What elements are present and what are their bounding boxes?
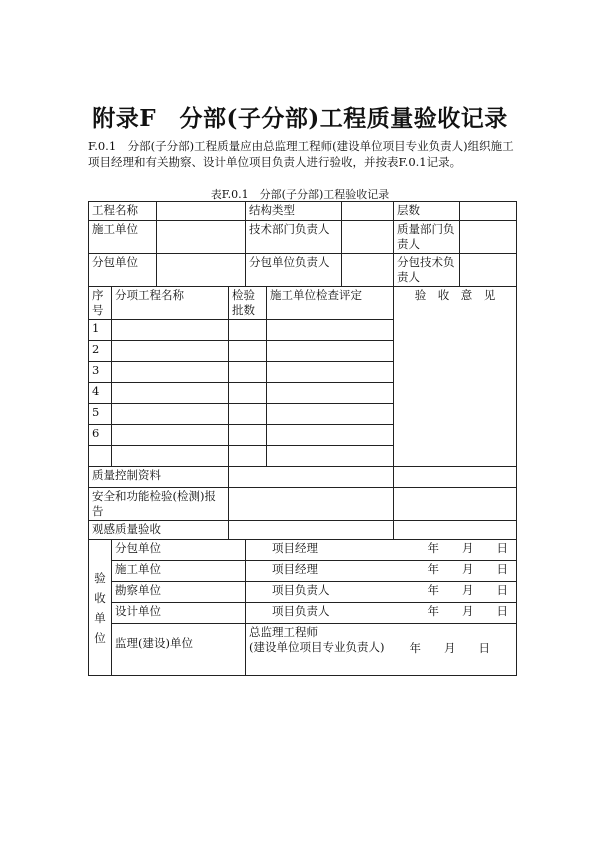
structure-type-value[interactable] bbox=[342, 202, 394, 221]
row-seq: 1 bbox=[89, 320, 112, 341]
subcontract-tech-head-value[interactable] bbox=[460, 254, 517, 287]
signature-date: 年 月 日 bbox=[427, 541, 509, 555]
acceptance-unit-row bbox=[89, 603, 517, 624]
row-self-check[interactable] bbox=[267, 404, 394, 425]
tech-dept-head-label: 技术部门负责人 bbox=[246, 221, 342, 254]
row-batch-count[interactable] bbox=[229, 362, 267, 383]
table-caption: 表F.0.1 分部(子分部)工程验收记录 bbox=[210, 188, 390, 201]
header-row-2 bbox=[89, 221, 517, 254]
intro-paragraph: F.0.1 分部(子分部)工程质量应由总监理工程师(建设单位项目专业负责人)组织施工项目经理和有关勘察、设计单位项目负责人进行验收，并按表F.0.1记录。 bbox=[88, 139, 514, 169]
row-self-check[interactable] bbox=[267, 341, 394, 362]
col-batch-count: 检验批数 bbox=[229, 287, 267, 320]
construction-unit-label: 施工单位 bbox=[89, 221, 157, 254]
row-self-check[interactable] bbox=[267, 446, 394, 467]
signature-date: 年 月 日 bbox=[427, 583, 509, 597]
project-name-label: 工程名称 bbox=[89, 202, 157, 221]
appearance-row bbox=[89, 521, 517, 540]
row-item-name[interactable] bbox=[112, 341, 229, 362]
row-item-name[interactable] bbox=[112, 383, 229, 404]
supervisor-date: 年 月 日 bbox=[409, 641, 491, 655]
signature-role: 项目负责人 bbox=[272, 604, 330, 618]
row-item-name[interactable] bbox=[112, 320, 229, 341]
appearance-label: 观感质量验收 bbox=[89, 521, 229, 540]
signature-role: 项目经理 bbox=[272, 562, 319, 576]
header-row-3 bbox=[89, 254, 517, 287]
acceptance-unit-row bbox=[89, 582, 517, 603]
structure-type-label: 结构类型 bbox=[246, 202, 342, 221]
project-name-value[interactable] bbox=[157, 202, 246, 221]
quality-docs-opinion[interactable] bbox=[394, 467, 517, 488]
row-seq: 6 bbox=[89, 425, 112, 446]
floors-label: 层数 bbox=[394, 202, 460, 221]
acceptance-group-label bbox=[89, 540, 112, 676]
quality-docs-label: 质量控制资料 bbox=[89, 467, 229, 488]
construction-unit-value[interactable] bbox=[157, 221, 246, 254]
subcontract-tech-head-label: 分包技术负责人 bbox=[394, 254, 460, 287]
acceptance-group-text: 验 收 单 位 bbox=[94, 570, 106, 645]
row-batch-count[interactable] bbox=[229, 404, 267, 425]
row-seq: 4 bbox=[89, 383, 112, 404]
row-item-name[interactable] bbox=[112, 362, 229, 383]
row-batch-count[interactable] bbox=[229, 425, 267, 446]
signature-date: 年 月 日 bbox=[427, 604, 509, 618]
signature-date: 年 月 日 bbox=[427, 562, 509, 576]
appearance-value[interactable] bbox=[229, 521, 394, 540]
floors-value[interactable] bbox=[460, 202, 517, 221]
row-self-check[interactable] bbox=[267, 383, 394, 404]
acceptance-signature[interactable] bbox=[246, 582, 517, 603]
page-title: 附录F 分部(子分部)工程质量验收记录 bbox=[92, 105, 508, 132]
quality-docs-row bbox=[89, 467, 517, 488]
row-item-name[interactable] bbox=[112, 446, 229, 467]
subcontract-unit-label: 分包单位 bbox=[89, 254, 157, 287]
row-self-check[interactable] bbox=[267, 362, 394, 383]
col-item-name: 分项工程名称 bbox=[112, 287, 229, 320]
safety-report-opinion[interactable] bbox=[394, 488, 517, 521]
subcontract-unit-head-label: 分包单位负责人 bbox=[246, 254, 342, 287]
safety-report-value[interactable] bbox=[229, 488, 394, 521]
signature-role: 项目经理 bbox=[272, 541, 319, 555]
column-header-row bbox=[89, 287, 517, 320]
acceptance-record-table bbox=[88, 201, 517, 676]
row-batch-count[interactable] bbox=[229, 320, 267, 341]
acceptance-unit-name: 设计单位 bbox=[112, 603, 246, 624]
safety-report-label: 安全和功能检验(检测)报告 bbox=[89, 488, 229, 521]
subcontract-unit-head-value[interactable] bbox=[342, 254, 394, 287]
acceptance-unit-row bbox=[89, 540, 517, 561]
header-row-1 bbox=[89, 202, 517, 221]
acceptance-signature[interactable] bbox=[246, 540, 517, 561]
acceptance-unit-row bbox=[89, 561, 517, 582]
row-batch-count[interactable] bbox=[229, 446, 267, 467]
col-seq: 序号 bbox=[89, 287, 112, 320]
acceptance-unit-name: 勘察单位 bbox=[112, 582, 246, 603]
signature-role: 项目负责人 bbox=[272, 583, 330, 597]
row-batch-count[interactable] bbox=[229, 383, 267, 404]
row-batch-count[interactable] bbox=[229, 341, 267, 362]
row-self-check[interactable] bbox=[267, 320, 394, 341]
quality-docs-value[interactable] bbox=[229, 467, 394, 488]
safety-report-row bbox=[89, 488, 517, 521]
tech-dept-head-value[interactable] bbox=[342, 221, 394, 254]
row-seq: 5 bbox=[89, 404, 112, 425]
row-seq: 3 bbox=[89, 362, 112, 383]
supervisor-role-line1: 总监理工程师 bbox=[249, 625, 319, 639]
col-opinion[interactable]: 验 收 意 见 bbox=[394, 287, 517, 467]
row-self-check[interactable] bbox=[267, 425, 394, 446]
supervisor-signature[interactable] bbox=[246, 624, 517, 676]
subcontract-unit-value[interactable] bbox=[157, 254, 246, 287]
appearance-opinion[interactable] bbox=[394, 521, 517, 540]
row-item-name[interactable] bbox=[112, 425, 229, 446]
quality-dept-head-label: 质量部门负责人 bbox=[394, 221, 460, 254]
acceptance-unit-name: 施工单位 bbox=[112, 561, 246, 582]
row-seq: 2 bbox=[89, 341, 112, 362]
supervisor-unit-name: 监理(建设)单位 bbox=[112, 624, 246, 676]
supervisor-role-line2: (建设单位项目专业负责人) bbox=[249, 640, 385, 654]
acceptance-signature[interactable] bbox=[246, 561, 517, 582]
quality-dept-head-value[interactable] bbox=[460, 221, 517, 254]
col-self-check: 施工单位检查评定 bbox=[267, 287, 394, 320]
acceptance-signature[interactable] bbox=[246, 603, 517, 624]
row-item-name[interactable] bbox=[112, 404, 229, 425]
row-seq bbox=[89, 446, 112, 467]
supervisor-row bbox=[89, 624, 517, 676]
acceptance-unit-name: 分包单位 bbox=[112, 540, 246, 561]
